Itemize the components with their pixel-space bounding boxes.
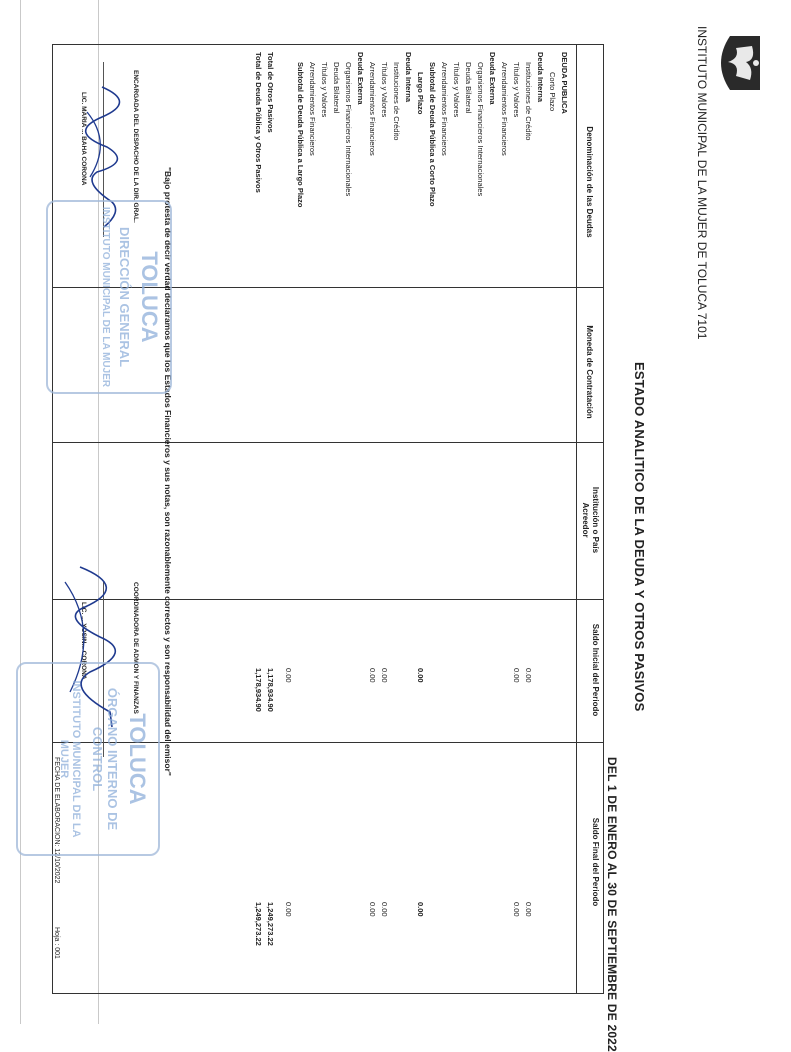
table-row-label: Total de Deuda Pública y Otros Pasivos (254, 52, 263, 193)
table-row-label: Títulos y Valores (452, 62, 461, 118)
table-row-label: Deuda Bilateral (332, 62, 341, 114)
table-row-label: Arrendamientos Financieros (368, 62, 377, 156)
saldo-inicial-value: 0.00 (524, 668, 533, 683)
saldo-inicial-value: 1,178,934.90 (254, 668, 263, 712)
saldo-inicial-value: 0.00 (416, 668, 425, 683)
saldo-final-value: 0.00 (380, 902, 389, 917)
report-title: ESTADO ANALITICO DE LA DEUDA Y OTROS PASIVOS (632, 362, 647, 712)
column-header-saldo-final: Saldo Final del Periodo (591, 817, 600, 907)
column-header-moneda: Moneda de Contratación (585, 325, 594, 419)
saldo-final-value: 1,249,273.22 (254, 902, 263, 946)
rotated-sheet (10, 22, 770, 1052)
elaboration-date: FECHA DE ELABORACION: 12/10/2022 (53, 757, 60, 884)
saldo-final-value: 0.00 (284, 902, 293, 917)
coat-of-arms-logo (712, 32, 764, 94)
declaration-text: "Bajo protesta de decir verdad declaramos que los Estados Financieros y sus notas, son razonablemente correctos y son responsabilidad del emisor" (163, 167, 173, 776)
page-number: Hoja : 001 (53, 927, 60, 959)
table-row-label: Corto Plazo (548, 72, 557, 112)
saldo-inicial-value: 0.00 (368, 668, 377, 683)
table-row-label: Deuda Interna (536, 52, 545, 103)
table-row-label: Subtotal de Deuda Pública a Corto Plazo (428, 62, 437, 207)
table-row-label: Títulos y Valores (320, 62, 329, 118)
table-row-label: Arrendamientos Financieros (308, 62, 317, 156)
saldo-inicial-value: 0.00 (380, 668, 389, 683)
left-signer-role: ENCARGADA DEL DESPACHO DE LA DIR. GRAL. (132, 70, 139, 223)
left-signer-name: LIC. MARIA ... BAHA CORONA (80, 92, 87, 186)
saldo-inicial-value: 0.00 (512, 668, 521, 683)
table-row-label: Deuda Bilateral (464, 62, 473, 114)
table-row-label: Instituciones de Crédito (392, 62, 401, 141)
table-header-rule (576, 44, 577, 994)
saldo-final-value: 0.00 (416, 902, 425, 917)
table-row-label: Total de Otros Pasivos (266, 52, 275, 133)
table-row-label: Arrendamientos Financieros (440, 62, 449, 156)
column-header-institucion: Institución o País Acreedor (581, 486, 600, 554)
official-stamp: TOLUCA ÓRGANO INTERNO DE CONTROL INSTITUTO MUNICIPAL DE LA MUJER (16, 662, 160, 856)
table-row-label: DEUDA PUBLICA (560, 52, 569, 114)
table-row-label: Arrendamientos Financieros (500, 62, 509, 156)
right-signer-role: COORDINADORA DE ADMON Y FINANZAS (132, 582, 139, 714)
institution-name: INSTITUTO MUNICIPAL DE LA MUJER DE TOLUCA 7101 (695, 26, 709, 340)
saldo-inicial-value: 0.00 (284, 668, 293, 683)
right-signer-name: LIC. ... YOSIN... CORONA (80, 602, 87, 680)
column-header-saldo-inicial: Saldo Inicial del Periodo (591, 623, 600, 717)
table-row-label: Instituciones de Crédito (524, 62, 533, 141)
table-row-label: Deuda Externa (356, 52, 365, 105)
saldo-final-value: 0.00 (512, 902, 521, 917)
table-row-label: Títulos y Valores (380, 62, 389, 118)
table-row-label: Títulos y Valores (512, 62, 521, 118)
saldo-final-value: 0.00 (524, 902, 533, 917)
saldo-final-value: 1,249,273.22 (266, 902, 275, 946)
saldo-final-value: 0.00 (368, 902, 377, 917)
table-row-label: Deuda Interna (404, 52, 413, 103)
column-header-denominacion: Denominación de las Deudas (585, 126, 594, 238)
column-divider (52, 442, 604, 443)
report-period: DEL 1 DE ENERO AL 30 DE SEPTIEMBRE DE 2022 (605, 757, 619, 1052)
saldo-inicial-value: 1,178,934.90 (266, 668, 275, 712)
official-stamp: TOLUCA DIRECCIÓN GENERAL INSTITUTO MUNICIPAL DE LA MUJER (46, 200, 172, 394)
table-row-label: Deuda Externa (488, 52, 497, 105)
table-row-label: Largo Plazo (416, 72, 425, 115)
table-row-label: Organismos Financieros Internacionales (476, 62, 485, 197)
table-row-label: Subtotal de Deuda Pública a Largo Plazo (296, 62, 305, 208)
table-row-label: Organismos Financieros Internacionales (344, 62, 353, 197)
